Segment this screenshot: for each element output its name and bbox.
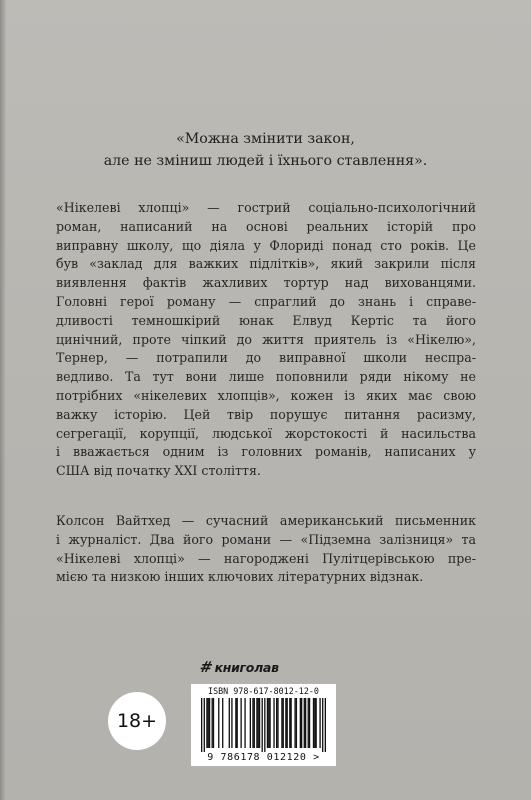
isbn-label: ISBN 978-617-8012-12-0 [208, 686, 319, 696]
barcode-bar [319, 698, 320, 748]
barcode-bar [208, 698, 209, 748]
barcode-bar [300, 698, 301, 748]
barcode-bar [264, 698, 265, 752]
epigraph-quote [40, 128, 491, 172]
barcode-bar [206, 698, 207, 748]
barcode-bar [240, 698, 241, 748]
barcode-bar [315, 698, 316, 748]
description-line: Головні герої роману — спраглий до знань і справе- [56, 293, 476, 309]
publisher-logo [200, 658, 279, 676]
publisher-name: книголав [214, 659, 279, 675]
barcode-bar [259, 698, 260, 748]
barcode-bar [267, 698, 268, 748]
barcode-bar [313, 698, 314, 748]
barcode-bar [256, 698, 257, 748]
description-line: потрібних «нікелевих хлопців», кожен із яких має свою [56, 387, 476, 403]
barcode-bar [308, 698, 309, 748]
barcode-bar [294, 698, 295, 748]
barcode-bar [309, 698, 310, 748]
book-description [56, 199, 476, 481]
quote-line: «Можна змінити закон, [176, 131, 355, 147]
bio-line: і журналіст. Два його романи — «Підземна залізниця» та [56, 531, 476, 547]
barcode-bar [277, 698, 278, 748]
description-line: і вважається одним із головних романів, написаних у [56, 444, 476, 460]
barcode-bar [231, 698, 232, 748]
description-line: ведливо. Та тут вони лише поповнили ряди нікому не [56, 369, 476, 385]
barcode-bar [212, 698, 213, 748]
description-line: виявлення фактів жахливих тортур над вихованцями. [56, 275, 476, 291]
barcode-image [201, 698, 326, 752]
barcode-bar [322, 698, 323, 752]
barcode-bar [289, 698, 290, 748]
barcode-bar [296, 698, 297, 748]
description-line: важку історію. Цей твір порушує питання расизму, [56, 406, 476, 422]
barcode-bar [287, 698, 288, 748]
age-rating-badge [108, 692, 166, 750]
ean-digits: 9 786178 012120 > [207, 752, 320, 763]
description-line: «Нікелеві хлопці» — гострий соціально-психологічний [56, 200, 476, 215]
barcode-bar [304, 698, 305, 748]
barcode-bar [209, 698, 210, 748]
description-line: США від початку XXI століття. [56, 463, 261, 479]
barcode-bar [204, 698, 205, 752]
barcode-bar [276, 698, 277, 748]
spine-edge [0, 0, 6, 800]
barcode-bar [305, 698, 306, 748]
barcode-bar [252, 698, 253, 748]
bio-line: Колсон Вайтхед — сучасний американський письменник [56, 513, 476, 528]
description-line: дливості темношкірий юнак Елвуд Кертіс та його [56, 312, 476, 328]
barcode-bar [325, 698, 326, 752]
barcode-bar [201, 698, 202, 752]
barcode-bar [262, 698, 263, 752]
barcode-area [191, 684, 336, 766]
bio-line: «Нікелеві хлопці» — нагороджені Пулітцерівською пре- [56, 550, 476, 566]
barcode-bar [222, 698, 223, 748]
hash-mark-icon: # [198, 658, 215, 676]
barcode-bar [254, 698, 255, 748]
barcode-bar [281, 698, 282, 748]
barcode-bar [218, 698, 219, 748]
barcode-bar [283, 698, 284, 748]
barcode-bar [273, 698, 274, 748]
barcode-bar [250, 698, 251, 748]
description-line: був «заклад для важких підлітків», який закрили після [56, 256, 476, 272]
barcode-bar [213, 698, 214, 748]
barcode-bar [285, 698, 286, 748]
description-line: роман, написаний на основі реальних історій про [56, 218, 476, 234]
description-line: виправну школу, що діяла у Флориді понад сто років. Це [56, 237, 476, 253]
age-rating-text: 18+ [116, 710, 158, 732]
barcode-bar [258, 698, 259, 748]
barcode-bar [314, 698, 315, 748]
description-line: Тернер, — потрапили до виправної школи неспра- [56, 350, 476, 366]
barcode-bar [268, 698, 269, 748]
quote-line: але не зміниш людей і їхнього ставлення». [103, 153, 428, 169]
barcode-bar [269, 698, 270, 748]
barcode-bar [244, 698, 245, 748]
bio-line: мією та низкою інших ключових літературних відзнак. [56, 569, 424, 585]
description-line: сегрегації, корупції, людської жорстокості й насильства [56, 425, 476, 441]
author-bio [56, 512, 476, 587]
barcode-bar [301, 698, 302, 748]
barcode-bar [237, 698, 238, 748]
barcode-bar [229, 698, 230, 748]
barcode-bar [290, 698, 291, 748]
barcode-bar [235, 698, 236, 748]
description-line: цинічний, проте чіпкий до життя приятель із «Нікелю», [56, 331, 476, 347]
